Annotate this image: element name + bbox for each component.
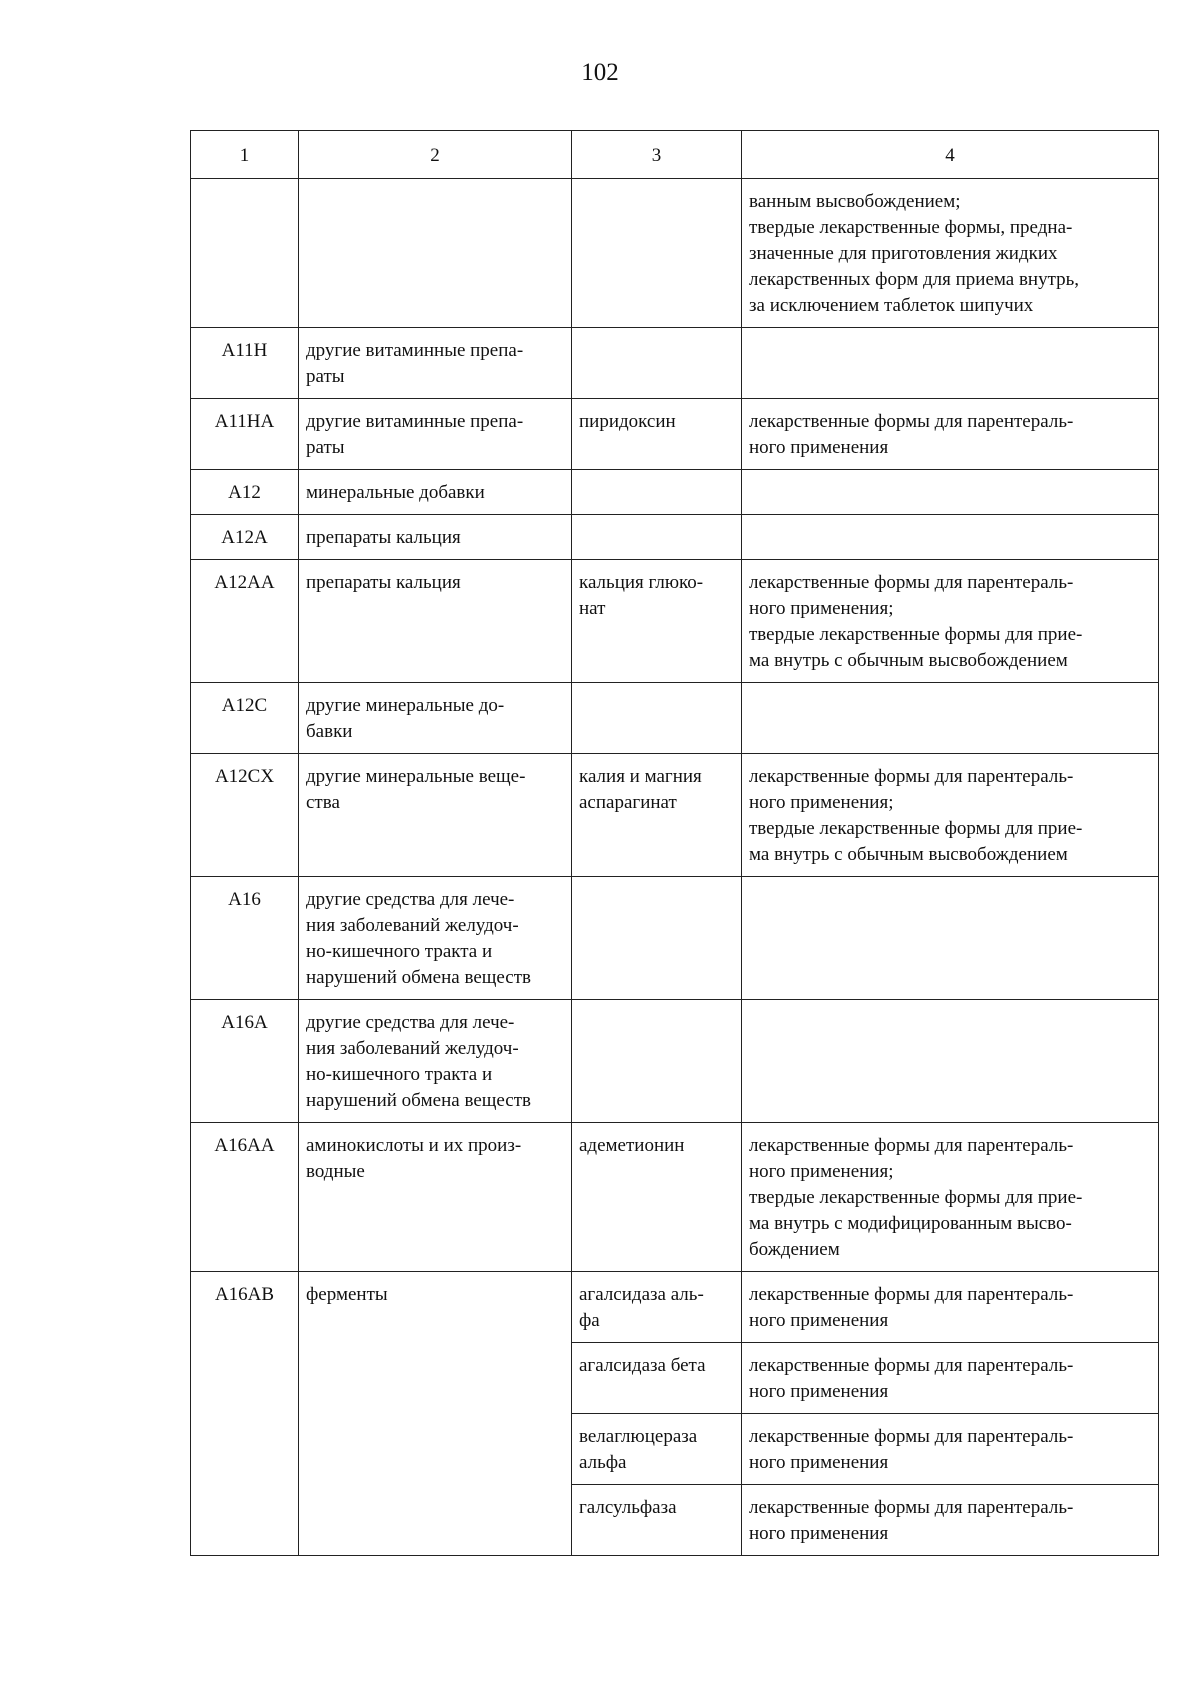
code-cell: A12A: [191, 515, 299, 560]
code-cell: A11HA: [191, 399, 299, 470]
header-cell: 1: [191, 131, 299, 179]
drug-table: [190, 130, 1159, 1556]
form-cell: [742, 515, 1159, 560]
code-cell: A12CX: [191, 754, 299, 877]
form-cell: ванным высвобождением; твердые лекарственные формы, предна- значенные для приготовления жидких лекарственных форм для приема внутрь, за исключением таблеток шипучих: [742, 179, 1159, 328]
form-cell: [742, 470, 1159, 515]
table-row: [191, 560, 1159, 683]
substance-cell: велаглюцераза альфа: [572, 1414, 742, 1485]
name-cell: [299, 179, 572, 328]
table-row: [191, 328, 1159, 399]
code-cell: A12AA: [191, 560, 299, 683]
form-cell: лекарственные формы для парентераль- ного применения: [742, 1272, 1159, 1343]
code-cell: A16AA: [191, 1123, 299, 1272]
table-row: [191, 179, 1159, 328]
substance-cell: [572, 683, 742, 754]
name-cell: другие витаминные препа- раты: [299, 328, 572, 399]
name-cell: другие витаминные препа- раты: [299, 399, 572, 470]
form-cell: лекарственные формы для парентераль- ного применения: [742, 1414, 1159, 1485]
table-row: [191, 1123, 1159, 1272]
page-number: 102: [581, 59, 619, 86]
header-cell: 2: [299, 131, 572, 179]
substance-cell: [572, 328, 742, 399]
substance-cell: агалсидаза аль- фа: [572, 1272, 742, 1343]
header-cell: 4: [742, 131, 1159, 179]
substance-cell: [572, 179, 742, 328]
form-cell: лекарственные формы для парентераль- ного применения: [742, 399, 1159, 470]
code-cell: A12C: [191, 683, 299, 754]
substance-cell: кальция глюко- нат: [572, 560, 742, 683]
name-cell: препараты кальция: [299, 515, 572, 560]
table-row: [191, 754, 1159, 877]
form-cell: лекарственные формы для парентераль- ного применения: [742, 1343, 1159, 1414]
form-cell: [742, 877, 1159, 1000]
name-cell: ферменты: [299, 1272, 572, 1556]
substance-cell: галсульфаза: [572, 1485, 742, 1556]
form-cell: [742, 1000, 1159, 1123]
substance-cell: [572, 1000, 742, 1123]
substance-cell: калия и магния аспарагинат: [572, 754, 742, 877]
code-cell: A12: [191, 470, 299, 515]
substance-cell: [572, 470, 742, 515]
code-cell: A11H: [191, 328, 299, 399]
form-cell: [742, 683, 1159, 754]
table-header-row: [191, 131, 1159, 179]
code-cell: A16A: [191, 1000, 299, 1123]
code-cell: [191, 179, 299, 328]
form-cell: лекарственные формы для парентераль- ного применения: [742, 1485, 1159, 1556]
substance-cell: [572, 877, 742, 1000]
name-cell: другие средства для лече- ния заболеваний желудоч- но-кишечного тракта и нарушений обмена веществ: [299, 877, 572, 1000]
name-cell: другие минеральные веще- ства: [299, 754, 572, 877]
name-cell: аминокислоты и их произ- водные: [299, 1123, 572, 1272]
substance-cell: пиридоксин: [572, 399, 742, 470]
table-row: [191, 399, 1159, 470]
form-cell: лекарственные формы для парентераль- ного применения; твердые лекарственные формы для прие- ма внутрь с обычным высвобождением: [742, 560, 1159, 683]
table-row: [191, 515, 1159, 560]
substance-cell: агалсидаза бета: [572, 1343, 742, 1414]
name-cell: препараты кальция: [299, 560, 572, 683]
table-row: [191, 1000, 1159, 1123]
form-cell: лекарственные формы для парентераль- ного применения; твердые лекарственные формы для прие- ма внутрь с обычным высвобождением: [742, 754, 1159, 877]
name-cell: другие средства для лече- ния заболеваний желудоч- но-кишечного тракта и нарушений обмена веществ: [299, 1000, 572, 1123]
drug-table-body: [191, 131, 1159, 1556]
table-row: [191, 470, 1159, 515]
form-cell: лекарственные формы для парентераль- ного применения; твердые лекарственные формы для прие- ма внутрь с модифицированным высво- бождением: [742, 1123, 1159, 1272]
substance-cell: адеметионин: [572, 1123, 742, 1272]
code-cell: A16AB: [191, 1272, 299, 1556]
table-row: [191, 1272, 1159, 1343]
name-cell: минеральные добавки: [299, 470, 572, 515]
header-cell: 3: [572, 131, 742, 179]
code-cell: A16: [191, 877, 299, 1000]
table-row: [191, 683, 1159, 754]
substance-cell: [572, 515, 742, 560]
name-cell: другие минеральные до- бавки: [299, 683, 572, 754]
table-row: [191, 877, 1159, 1000]
form-cell: [742, 328, 1159, 399]
